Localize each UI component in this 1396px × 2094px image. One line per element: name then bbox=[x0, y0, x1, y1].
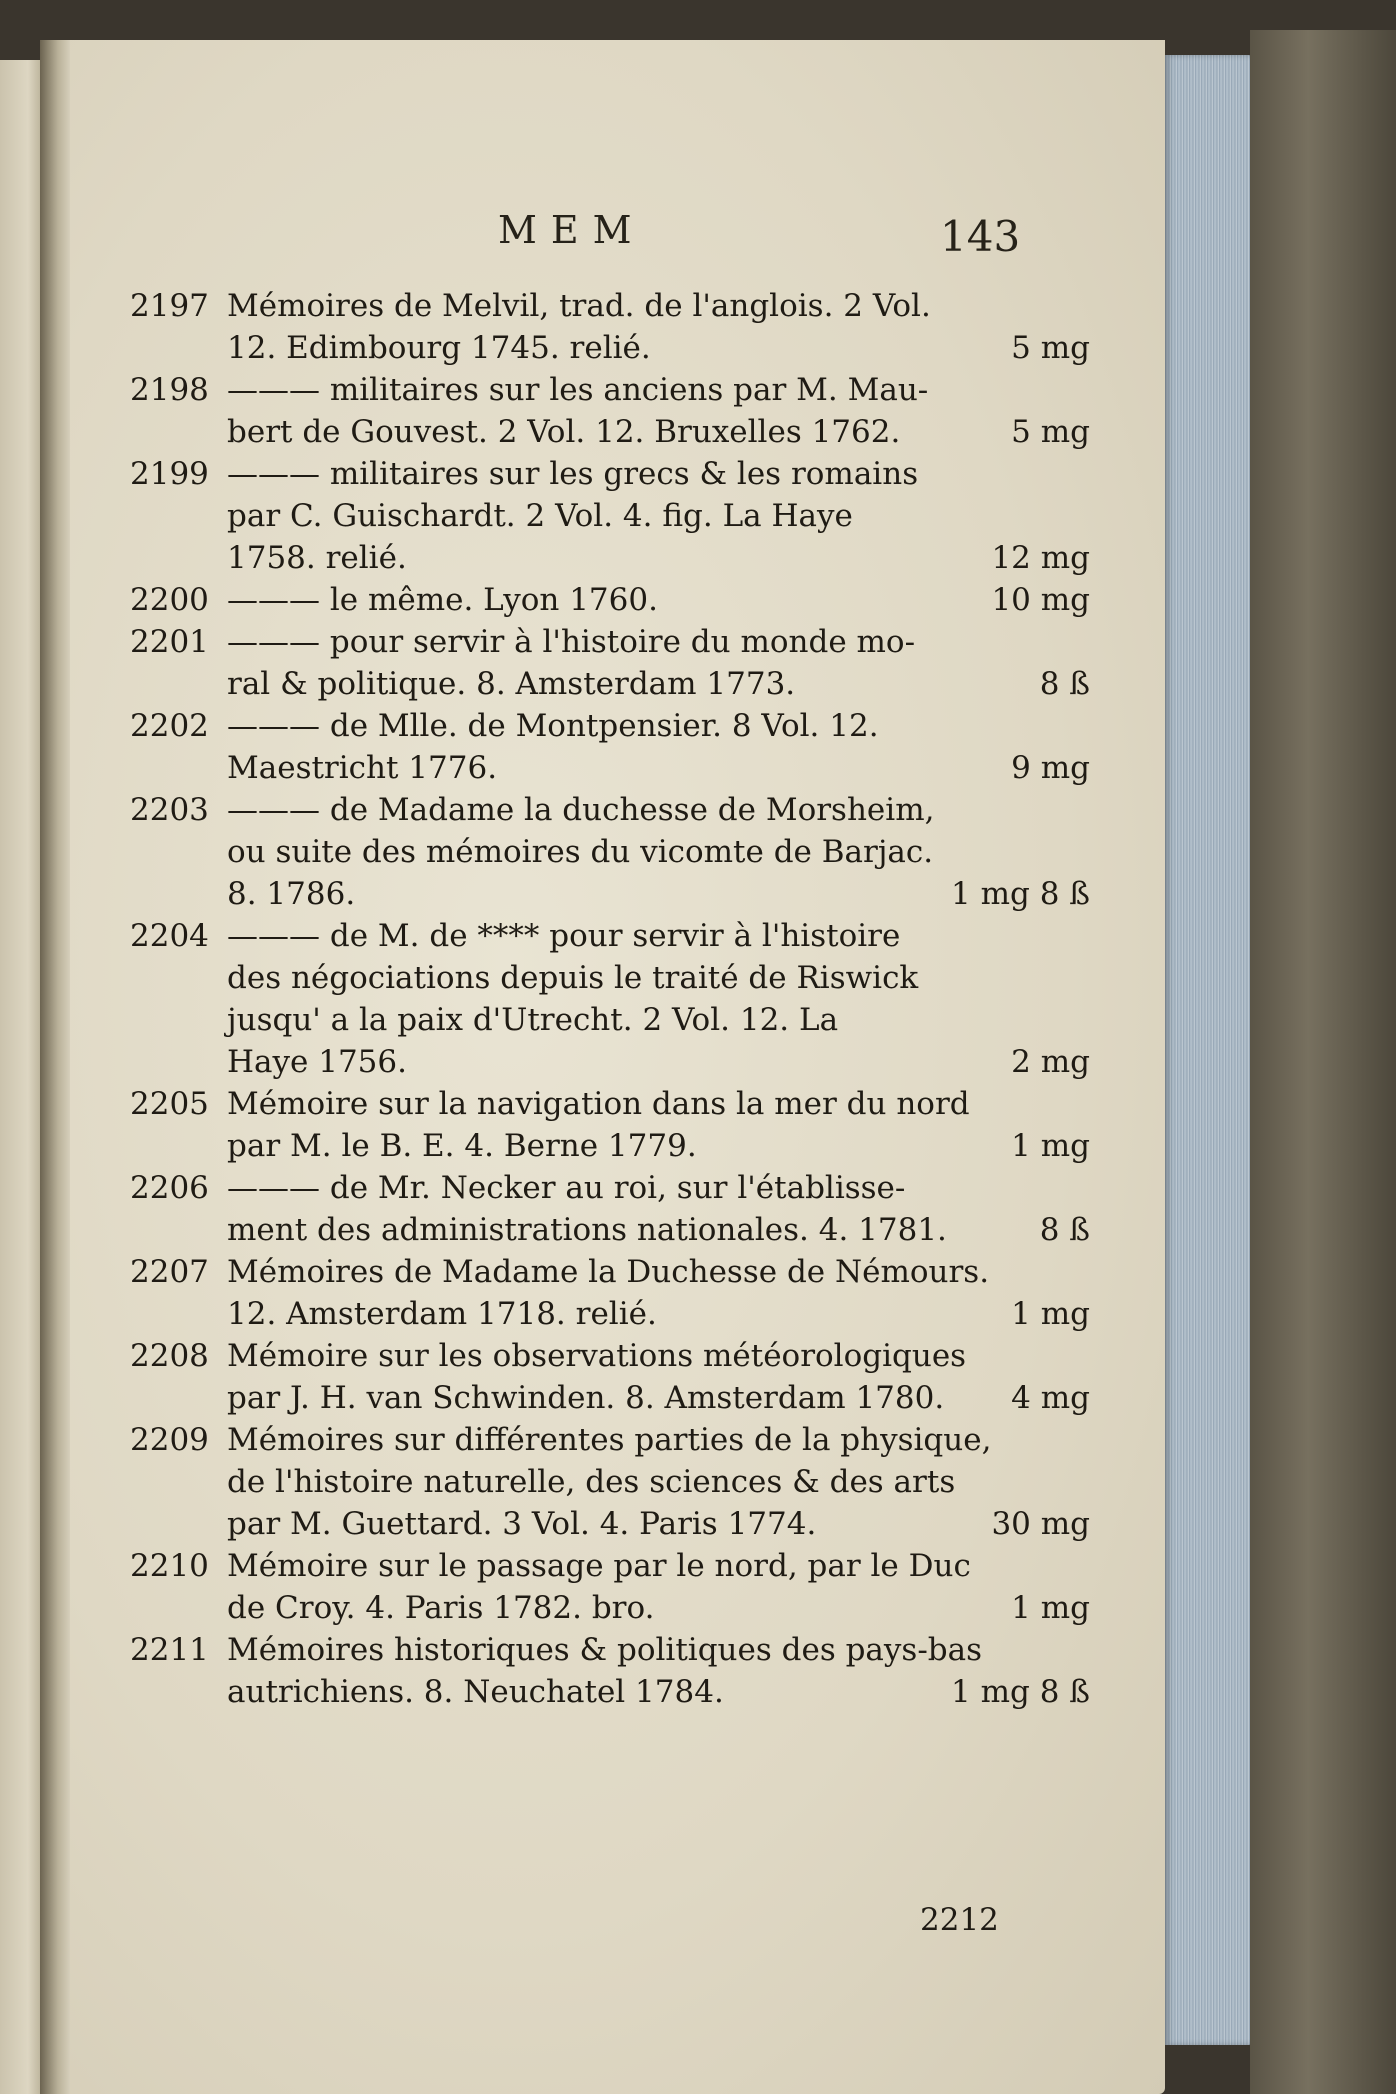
entry-line bbox=[227, 1545, 1090, 1587]
entry-line bbox=[227, 1419, 1090, 1461]
entry-text: 1758. relié. bbox=[227, 540, 407, 576]
entry-text: Mémoire sur les observations météorologiques bbox=[227, 1338, 967, 1374]
entry-number: 2202 bbox=[130, 708, 209, 744]
entry-text: Mémoire sur la navigation dans la mer du nord bbox=[227, 1086, 970, 1122]
entry-price: 12 mg bbox=[991, 540, 1090, 576]
catalog-entry bbox=[130, 285, 1090, 369]
entry-price: 30 mg bbox=[991, 1506, 1090, 1542]
entry-text: ——— de Mlle. de Montpensier. 8 Vol. 12. bbox=[227, 708, 879, 744]
entry-number: 2208 bbox=[130, 1338, 209, 1374]
book-cover bbox=[1250, 30, 1396, 2094]
entry-text: bert de Gouvest. 2 Vol. 12. Bruxelles 1762. bbox=[227, 414, 901, 450]
catalog-entry bbox=[130, 1167, 1090, 1251]
entry-text: ou suite des mémoires du vicomte de Barjac. bbox=[227, 834, 934, 870]
entry-body bbox=[227, 1083, 1090, 1167]
entry-text: de Croy. 4. Paris 1782. bro. bbox=[227, 1590, 655, 1626]
entry-price: 8 ß bbox=[1039, 1212, 1090, 1248]
entry-price: 8 ß bbox=[1039, 666, 1090, 702]
entry-line bbox=[227, 873, 1090, 915]
catalog-entry bbox=[130, 453, 1090, 579]
entry-line bbox=[227, 495, 1090, 537]
left-page-edge bbox=[0, 60, 40, 2094]
entry-body bbox=[227, 1629, 1090, 1713]
entry-line bbox=[227, 537, 1090, 579]
entry-text: ——— militaires sur les grecs & les romains bbox=[227, 456, 919, 492]
entry-text: par J. H. van Schwinden. 8. Amsterdam 1780. bbox=[227, 1380, 945, 1416]
entry-line bbox=[227, 579, 1090, 621]
entry-price: 1 mg bbox=[1011, 1128, 1090, 1164]
entry-line bbox=[227, 285, 1090, 327]
entry-line bbox=[227, 453, 1090, 495]
entry-line bbox=[227, 789, 1090, 831]
catalog-entry bbox=[130, 789, 1090, 915]
entry-price: 1 mg 8 ß bbox=[951, 1674, 1090, 1710]
entry-line bbox=[227, 1461, 1090, 1503]
entry-body bbox=[227, 915, 1090, 1083]
entry-text: 12. Amsterdam 1718. relié. bbox=[227, 1296, 657, 1332]
entry-line bbox=[227, 831, 1090, 873]
entry-text: Mémoire sur le passage par le nord, par le Duc bbox=[227, 1548, 971, 1584]
entry-line bbox=[227, 1503, 1090, 1545]
entry-line bbox=[227, 1125, 1090, 1167]
entry-line bbox=[227, 1377, 1090, 1419]
entry-body bbox=[227, 285, 1090, 369]
entry-body bbox=[227, 621, 1090, 705]
entry-text: Haye 1756. bbox=[227, 1044, 407, 1080]
entry-text: Mémoires de Madame la Duchesse de Némours. bbox=[227, 1254, 990, 1290]
entry-text: ment des administrations nationales. 4. 1781. bbox=[227, 1212, 947, 1248]
entry-text: ——— pour servir à l'histoire du monde mo- bbox=[227, 624, 916, 660]
page-number: 143 bbox=[940, 212, 1021, 261]
entry-number: 2207 bbox=[130, 1254, 209, 1290]
entry-line bbox=[227, 1209, 1090, 1251]
entry-number: 2201 bbox=[130, 624, 209, 660]
entry-text: ——— militaires sur les anciens par M. Mau- bbox=[227, 372, 929, 408]
entry-line bbox=[227, 621, 1090, 663]
entry-number: 2200 bbox=[130, 582, 209, 618]
entry-line bbox=[227, 957, 1090, 999]
catalog-entry bbox=[130, 705, 1090, 789]
entry-body bbox=[227, 369, 1090, 453]
catalog-entry bbox=[130, 1545, 1090, 1629]
entry-text: 8. 1786. bbox=[227, 876, 356, 912]
entry-line bbox=[227, 1587, 1090, 1629]
catalog-entry bbox=[130, 1629, 1090, 1713]
entry-number: 2198 bbox=[130, 372, 209, 408]
entry-line bbox=[227, 369, 1090, 411]
entry-body bbox=[227, 789, 1090, 915]
page-block-edge bbox=[1165, 55, 1260, 2045]
catalog-page bbox=[70, 40, 1165, 2094]
entry-number: 2197 bbox=[130, 288, 209, 324]
catchword: 2212 bbox=[920, 1902, 999, 1938]
catalog-entry bbox=[130, 1335, 1090, 1419]
entry-number: 2204 bbox=[130, 918, 209, 954]
entry-line bbox=[227, 663, 1090, 705]
entry-number: 2209 bbox=[130, 1422, 209, 1458]
entry-text: autrichiens. 8. Neuchatel 1784. bbox=[227, 1674, 724, 1710]
entry-line bbox=[227, 1671, 1090, 1713]
entry-text: par M. le B. E. 4. Berne 1779. bbox=[227, 1128, 697, 1164]
entry-text: ——— de Mr. Necker au roi, sur l'établisse- bbox=[227, 1170, 906, 1206]
entry-text: par M. Guettard. 3 Vol. 4. Paris 1774. bbox=[227, 1506, 817, 1542]
entry-body bbox=[227, 1545, 1090, 1629]
entry-price: 1 mg 8 ß bbox=[951, 876, 1090, 912]
entry-text: ral & politique. 8. Amsterdam 1773. bbox=[227, 666, 796, 702]
entry-price: 4 mg bbox=[1011, 1380, 1090, 1416]
entry-text: ——— de Madame la duchesse de Morsheim, bbox=[227, 792, 935, 828]
entry-line bbox=[227, 1629, 1090, 1671]
entry-price: 2 mg bbox=[1011, 1044, 1090, 1080]
entry-price: 5 mg bbox=[1011, 414, 1090, 450]
page-header bbox=[70, 208, 1165, 268]
entry-line bbox=[227, 1041, 1090, 1083]
catalog-entry bbox=[130, 579, 1090, 621]
entry-number: 2205 bbox=[130, 1086, 209, 1122]
entry-text: de l'histoire naturelle, des sciences & des arts bbox=[227, 1464, 956, 1500]
entry-body bbox=[227, 453, 1090, 579]
catalog-entry bbox=[130, 369, 1090, 453]
entry-number: 2210 bbox=[130, 1548, 209, 1584]
entry-text: 12. Edimbourg 1745. relié. bbox=[227, 330, 651, 366]
entry-text: Mémoires historiques & politiques des pays-bas bbox=[227, 1632, 983, 1668]
entry-body bbox=[227, 579, 1090, 621]
entry-list bbox=[130, 285, 1090, 1713]
catalog-entry bbox=[130, 1251, 1090, 1335]
entry-line bbox=[227, 747, 1090, 789]
catalog-entry bbox=[130, 1419, 1090, 1545]
entry-text: Mémoires de Melvil, trad. de l'anglois. 2 Vol. bbox=[227, 288, 931, 324]
running-head: MEM bbox=[498, 208, 646, 252]
entry-text: ——— de M. de **** pour servir à l'histoire bbox=[227, 918, 901, 954]
entry-line bbox=[227, 1335, 1090, 1377]
entry-text: jusqu' a la paix d'Utrecht. 2 Vol. 12. La bbox=[227, 1002, 839, 1038]
entry-text: par C. Guischardt. 2 Vol. 4. fig. La Haye bbox=[227, 498, 853, 534]
entry-body bbox=[227, 1419, 1090, 1545]
entry-price: 1 mg bbox=[1011, 1296, 1090, 1332]
book-gutter bbox=[40, 40, 70, 2094]
entry-number: 2199 bbox=[130, 456, 209, 492]
entry-price: 10 mg bbox=[991, 582, 1090, 618]
entry-body bbox=[227, 705, 1090, 789]
entry-number: 2206 bbox=[130, 1170, 209, 1206]
catalog-entry bbox=[130, 1083, 1090, 1167]
entry-line bbox=[227, 1167, 1090, 1209]
entry-line bbox=[227, 1293, 1090, 1335]
entry-line bbox=[227, 1251, 1090, 1293]
entry-body bbox=[227, 1251, 1090, 1335]
entry-price: 1 mg bbox=[1011, 1590, 1090, 1626]
entry-number: 2211 bbox=[130, 1632, 209, 1668]
entry-line bbox=[227, 915, 1090, 957]
entry-line bbox=[227, 327, 1090, 369]
entry-price: 5 mg bbox=[1011, 330, 1090, 366]
entry-text: Mémoires sur différentes parties de la physique, bbox=[227, 1422, 992, 1458]
entry-body bbox=[227, 1335, 1090, 1419]
entry-number: 2203 bbox=[130, 792, 209, 828]
catalog-entry bbox=[130, 621, 1090, 705]
entry-body bbox=[227, 1167, 1090, 1251]
entry-line bbox=[227, 705, 1090, 747]
entry-text: ——— le même. Lyon 1760. bbox=[227, 582, 658, 618]
entry-line bbox=[227, 999, 1090, 1041]
catalog-entry bbox=[130, 915, 1090, 1083]
entry-price: 9 mg bbox=[1011, 750, 1090, 786]
entry-text: des négociations depuis le traité de Riswick bbox=[227, 960, 919, 996]
entry-text: Maestricht 1776. bbox=[227, 750, 498, 786]
entry-line bbox=[227, 411, 1090, 453]
entry-line bbox=[227, 1083, 1090, 1125]
